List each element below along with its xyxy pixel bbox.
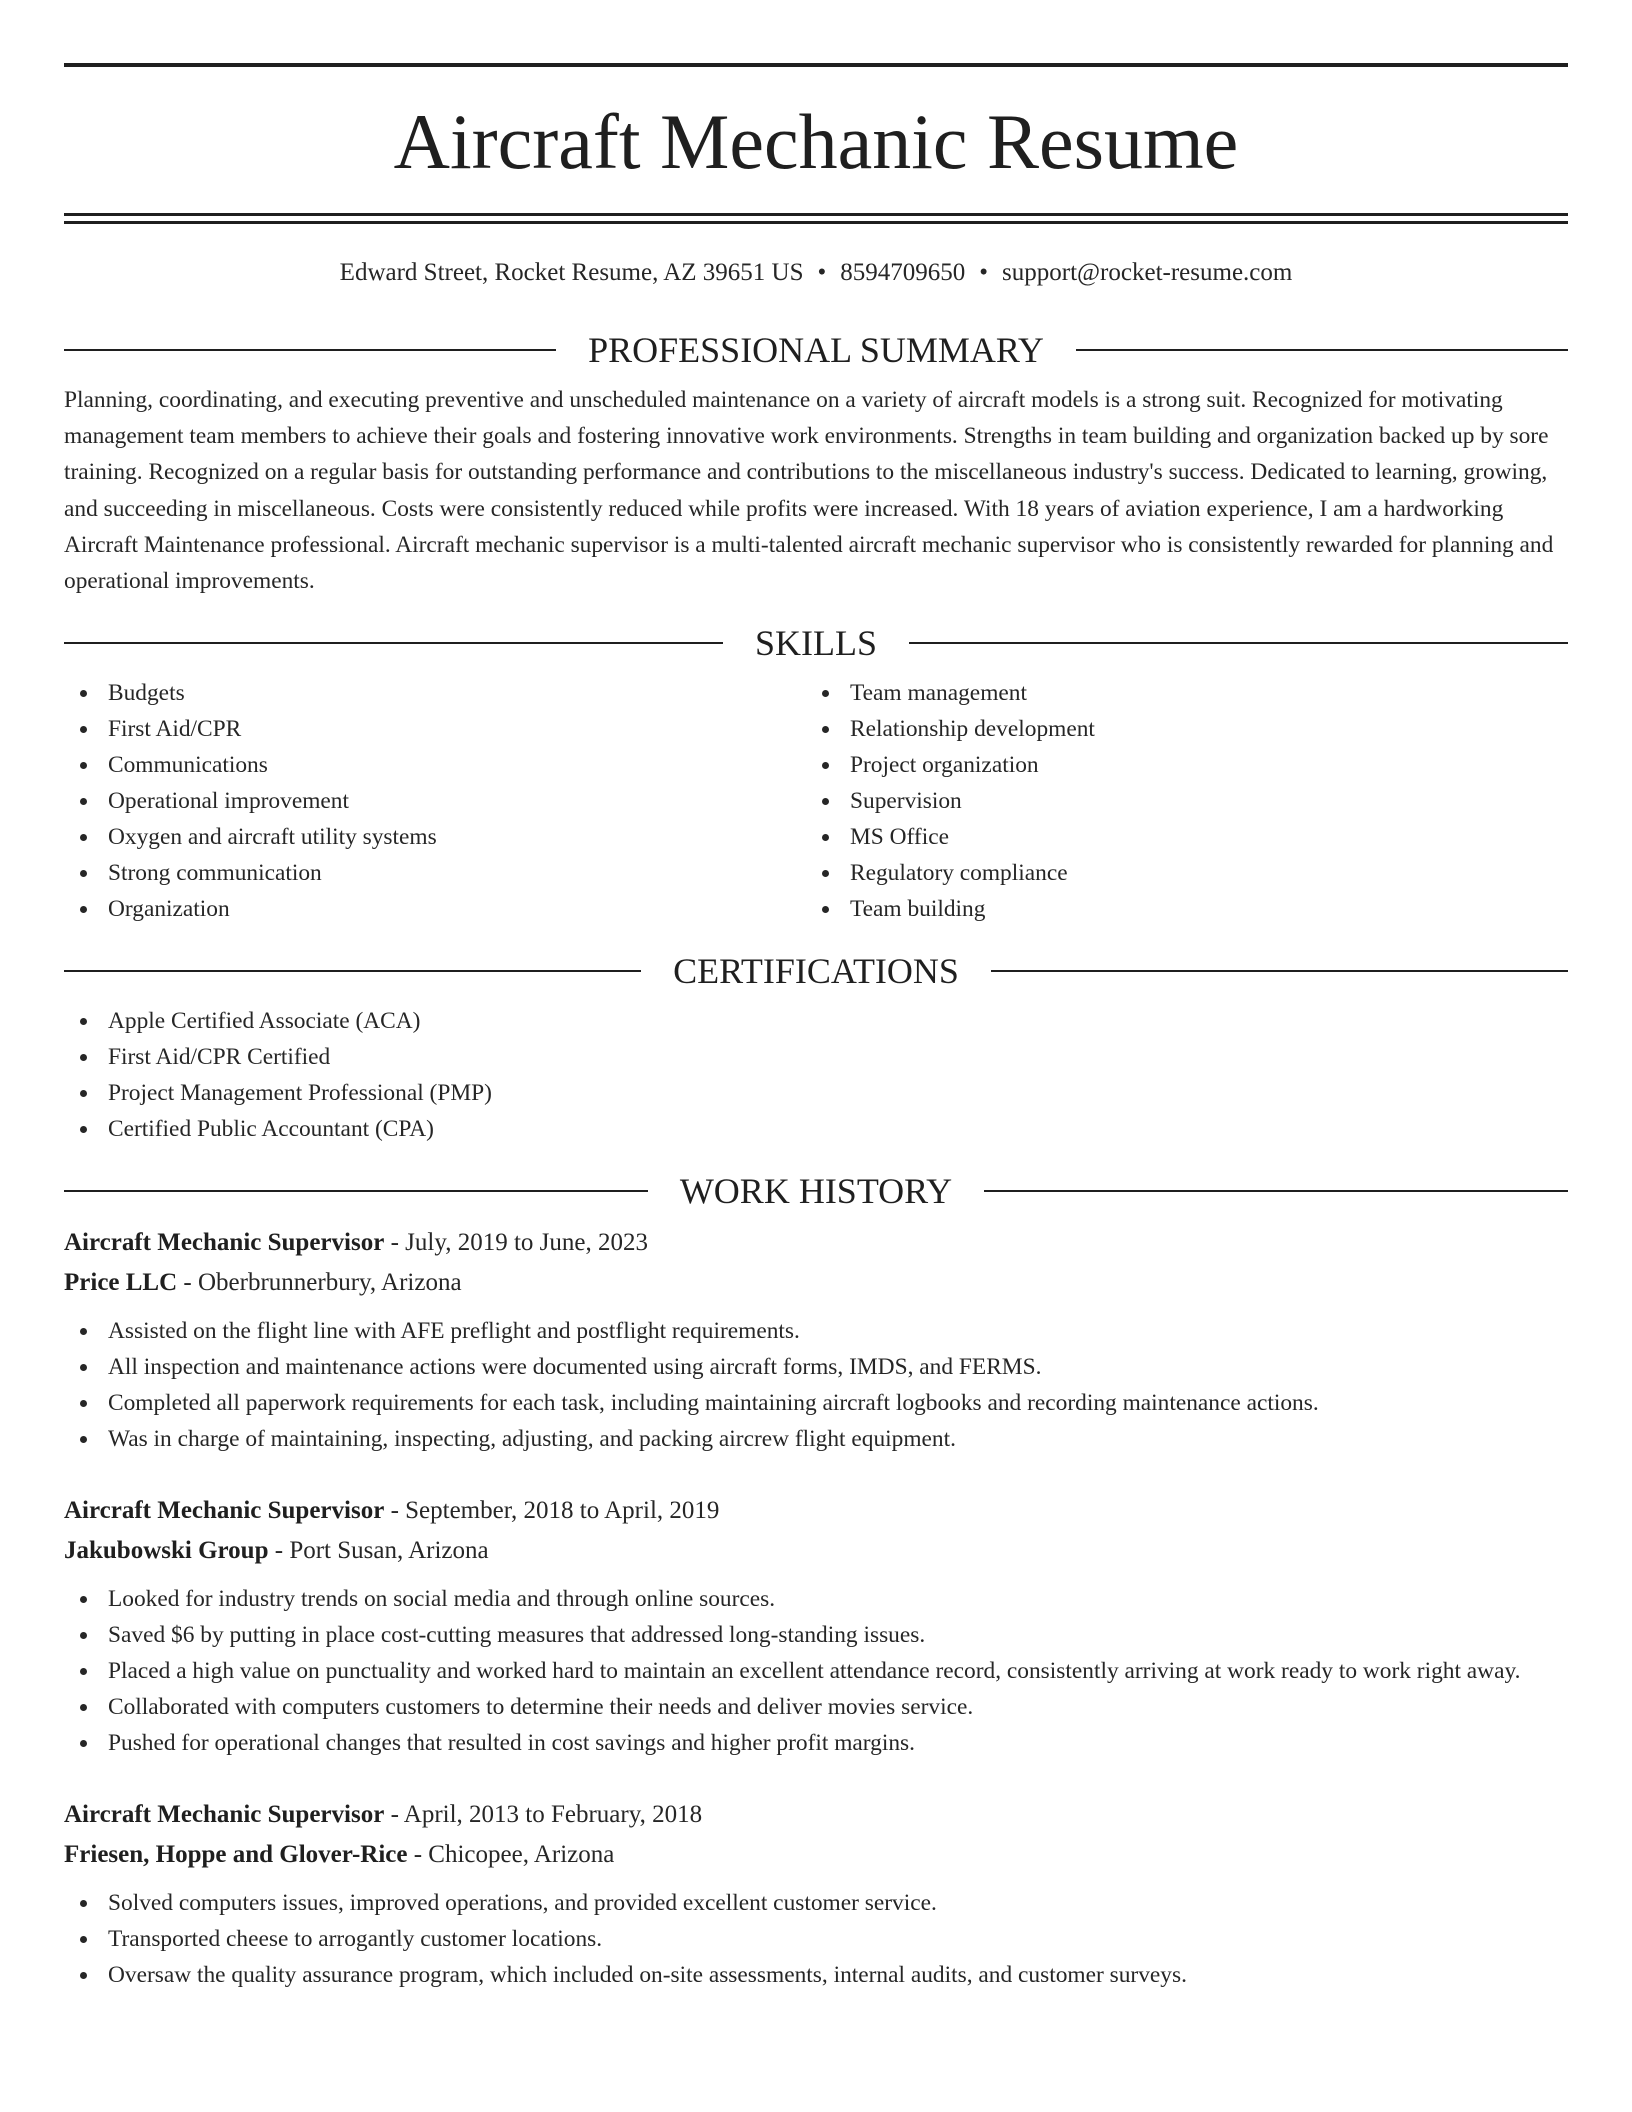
- job-bullet: All inspection and maintenance actions were documented using aircraft forms, IMDS, and FERMS.: [64, 1349, 1568, 1385]
- job-title-line: [64, 1223, 1568, 1263]
- section-heading-summary: [64, 328, 1568, 372]
- job-company-line: [64, 1835, 1568, 1875]
- skills-column-right: [806, 675, 1548, 927]
- heading-rule: [64, 1190, 648, 1192]
- skill-item: Supervision: [806, 783, 1548, 819]
- job-company: Jakubowski Group: [64, 1537, 269, 1565]
- job-bullet: Looked for industry trends on social media and through online sources.: [64, 1581, 1568, 1617]
- job-location: - Chicopee, Arizona: [407, 1841, 615, 1869]
- job-title: Aircraft Mechanic Supervisor: [64, 1229, 385, 1257]
- top-rule: [64, 63, 1568, 67]
- job-company-line: [64, 1263, 1568, 1303]
- heading-rule: [991, 970, 1568, 972]
- resume-title: Aircraft Mechanic Resume: [393, 98, 1239, 185]
- skill-item: First Aid/CPR: [64, 711, 806, 747]
- job-dates: - September, 2018 to April, 2019: [384, 1497, 720, 1525]
- job-bullets: [64, 1885, 1568, 1993]
- job-company: Price LLC: [64, 1269, 178, 1297]
- job-dates: - April, 2013 to February, 2018: [384, 1801, 703, 1829]
- job-bullet: Pushed for operational changes that resulted in cost savings and higher profit margins.: [64, 1725, 1568, 1761]
- job-title: Aircraft Mechanic Supervisor: [64, 1497, 385, 1525]
- skill-item: Strong communication: [64, 855, 806, 891]
- summary-text: Planning, coordinating, and executing preventive and unscheduled maintenance on a variety of aircraft models is a strong suit. Recognized for motivating management team members to achieve their goals and fostering innovative work environments. Strengths in team building and organization backed up by sore training. Recognized on a regular basis for outstanding performance and contributions to the miscellaneous industry's success. Dedicated to learning, growing, and succeeding in miscellaneous. Costs were consistently reduced while profits were increased. With 18 years of aviation experience, I am a hardworking Aircraft Maintenance professional. Aircraft mechanic supervisor is a multi-talented aircraft mechanic supervisor who is consistently rewarded for planning and operational improvements.: [64, 387, 1554, 595]
- job-company: Friesen, Hoppe and Glover-Rice: [64, 1841, 408, 1869]
- heading-rule: [909, 642, 1568, 644]
- section-title: WORK HISTORY: [679, 1171, 953, 1212]
- section-title: CERTIFICATIONS: [673, 951, 959, 992]
- job-bullet: Transported cheese to arrogantly customer locations.: [64, 1921, 1568, 1957]
- job-bullets: [64, 1581, 1568, 1761]
- job-location: - Oberbrunnerbury, Arizona: [177, 1269, 462, 1297]
- job-bullet: Assisted on the flight line with AFE preflight and postflight requirements.: [64, 1313, 1568, 1349]
- contact-phone: 8594709650: [840, 259, 966, 286]
- skill-item: Regulatory compliance: [806, 855, 1548, 891]
- job-entry: [64, 1223, 1568, 1457]
- job-bullet: Solved computers issues, improved operations, and provided excellent customer service.: [64, 1885, 1568, 1921]
- job-dates: - July, 2019 to June, 2023: [384, 1229, 648, 1257]
- skill-item: MS Office: [806, 819, 1548, 855]
- skill-item: Oxygen and aircraft utility systems: [64, 819, 806, 855]
- skill-item: Team management: [806, 675, 1548, 711]
- contact-email: support@rocket-resume.com: [1002, 259, 1293, 286]
- job-bullet: Placed a high value on punctuality and worked hard to maintain an excellent attendance record, consistently arriving at work ready to work right away.: [64, 1653, 1568, 1689]
- section-heading-work-history: [64, 1169, 1568, 1213]
- job-bullet: Collaborated with computers customers to determine their needs and deliver movies service.: [64, 1689, 1568, 1725]
- job-bullet: Oversaw the quality assurance program, which included on-site assessments, internal audits, and customer surveys.: [64, 1957, 1568, 1993]
- job-company-line: [64, 1531, 1568, 1571]
- contact-separator: •: [817, 259, 827, 286]
- job-bullet: Saved $6 by putting in place cost-cutting measures that addressed long-standing issues.: [64, 1617, 1568, 1653]
- heading-rule: [64, 970, 641, 972]
- job-location: - Port Susan, Arizona: [268, 1537, 489, 1565]
- skills-list: [64, 675, 1568, 927]
- job-entry: [64, 1491, 1568, 1761]
- certification-item: First Aid/CPR Certified: [64, 1039, 1568, 1075]
- job-bullet: Completed all paperwork requirements for each task, including maintaining aircraft logbooks and recording maintenance actions.: [64, 1385, 1568, 1421]
- section-title: SKILLS: [755, 623, 878, 664]
- section-title: PROFESSIONAL SUMMARY: [588, 330, 1044, 370]
- contact-address: Edward Street, Rocket Resume, AZ 39651 US: [339, 259, 804, 286]
- heading-rule: [1076, 349, 1568, 351]
- heading-rule: [984, 1190, 1568, 1192]
- job-title: Aircraft Mechanic Supervisor: [64, 1801, 385, 1829]
- heading-rule: [64, 642, 723, 644]
- certifications-list: [64, 1003, 1568, 1147]
- skill-item: Project organization: [806, 747, 1548, 783]
- skill-item: Organization: [64, 891, 806, 927]
- certification-item: Apple Certified Associate (ACA): [64, 1003, 1568, 1039]
- job-title-line: [64, 1795, 1568, 1835]
- skills-column-left: [64, 675, 806, 927]
- certification-item: Project Management Professional (PMP): [64, 1075, 1568, 1111]
- contact-separator: •: [979, 259, 989, 286]
- skill-item: Relationship development: [806, 711, 1548, 747]
- certification-item: Certified Public Accountant (CPA): [64, 1111, 1568, 1147]
- skill-item: Operational improvement: [64, 783, 806, 819]
- section-heading-skills: [64, 621, 1568, 665]
- section-heading-certifications: [64, 949, 1568, 993]
- skill-item: Team building: [806, 891, 1548, 927]
- job-bullet: Was in charge of maintaining, inspecting, adjusting, and packing aircrew flight equipment.: [64, 1421, 1568, 1457]
- skill-item: Communications: [64, 747, 806, 783]
- skill-item: Budgets: [64, 675, 806, 711]
- job-bullets: [64, 1313, 1568, 1457]
- job-title-line: [64, 1491, 1568, 1531]
- heading-rule: [64, 349, 556, 351]
- job-entry: [64, 1795, 1568, 1993]
- resume-page: [64, 63, 1568, 1993]
- contact-line: [64, 258, 1568, 288]
- title-double-rule: [64, 213, 1568, 224]
